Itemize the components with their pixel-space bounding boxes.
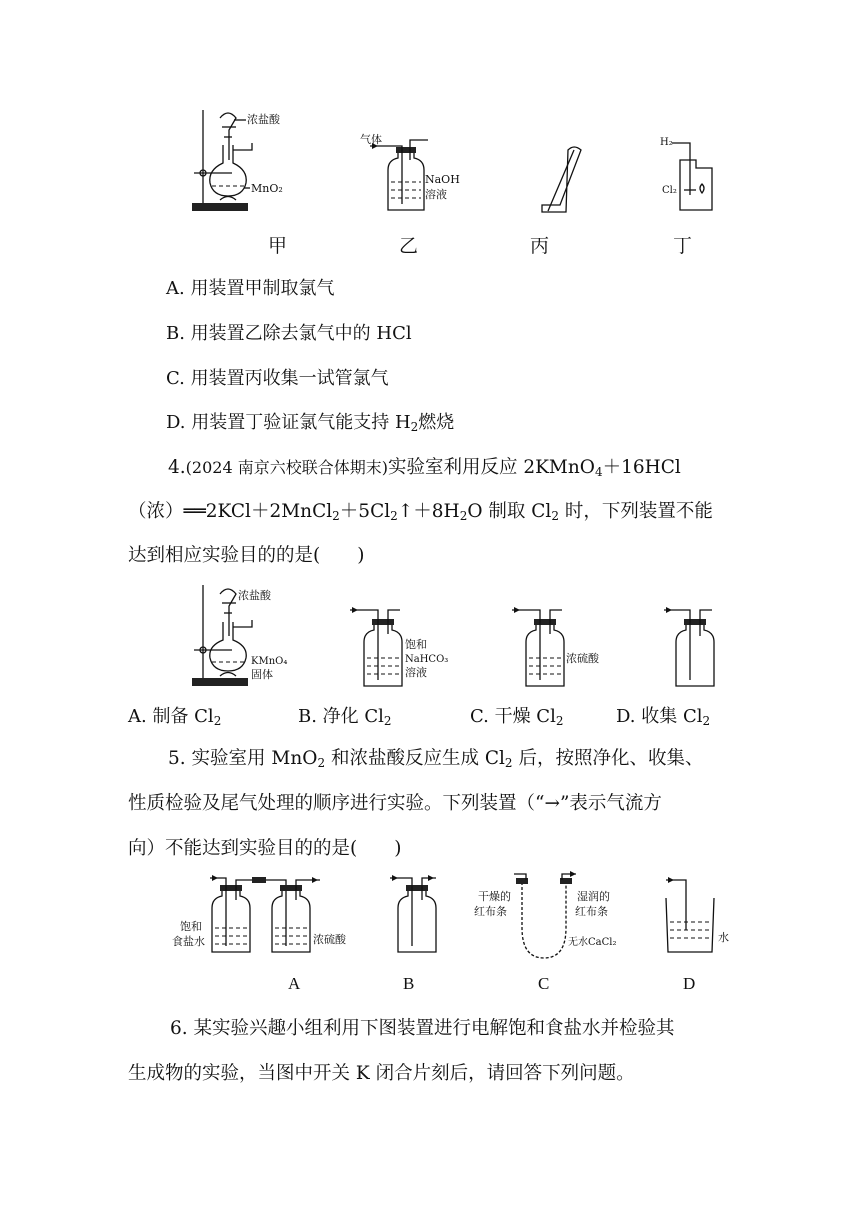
label-cl2: Cl₂ <box>662 185 677 196</box>
caption-bing: 丙 <box>530 235 550 257</box>
q4-option-b: B. 净化 $Cl_2$ <box>298 706 392 728</box>
q5-label-h2so4: 浓硫酸 <box>313 933 346 946</box>
q6-stem-line-1: 6. 某实验兴趣小组利用下图装置进行电解饱和食盐水并检验其 <box>170 1018 675 1039</box>
q5-label-red-cloth-2: 红布条 <box>575 905 608 918</box>
q3-option-b: B. 用装置乙除去氯气中的 HCl <box>166 323 412 344</box>
q5-label-dry: 干燥的 <box>478 890 511 903</box>
figure-apparatus-set-1 <box>0 0 860 260</box>
q5-label-red-cloth-1: 红布条 <box>474 905 507 918</box>
q5-apparatus-b <box>390 875 436 952</box>
q5-caption-b: B <box>403 974 415 993</box>
q4-label-solid: 固体 <box>251 668 273 681</box>
caption-ding: 丁 <box>673 235 693 257</box>
q4-label-solution: 溶液 <box>405 666 427 679</box>
figure-apparatus-set-q5 <box>0 868 860 968</box>
q5-caption-d: D <box>683 974 696 993</box>
q5-apparatus-a <box>210 875 320 952</box>
q3-option-a: A. 用装置甲制取氯气 <box>166 278 335 299</box>
q5-label-wet: 湿润的 <box>577 890 610 903</box>
q4-label-nahco3: NaHCO₃ <box>405 654 449 665</box>
q5-label-brine: 食盐水 <box>172 935 205 948</box>
q5-label-water: 水 <box>718 931 729 944</box>
q5-apparatus-c <box>514 871 576 958</box>
caption-jia: 甲 <box>268 235 288 257</box>
label-hcl-1: 浓盐酸 <box>247 113 280 126</box>
q3-option-d: D. 用装置丁验证氯气能支持 $H_2$燃烧 <box>166 412 455 434</box>
figure-apparatus-set-q4 <box>0 580 860 690</box>
label-naoh-solution: 溶液 <box>425 188 447 201</box>
q4-apparatus-b <box>350 607 402 686</box>
q4-stem-line-1: 4.(2024 南京六校联合体期末)实验室利用反应 2KMnO$_4$＋16HCl <box>168 457 681 479</box>
caption-yi: 乙 <box>399 235 419 257</box>
q4-label-hcl: 浓盐酸 <box>238 589 271 602</box>
q4-option-d: D. 收集 $Cl_2$ <box>616 706 711 728</box>
q5-caption-c: C <box>538 974 550 993</box>
q5-stem-line-1: 5. 实验室用 MnO$_2$ 和浓盐酸反应生成 $Cl_2$ 后，按照净化、收集、 <box>168 748 704 770</box>
apparatus-jia <box>192 110 252 211</box>
q4-stem-line-2: （浓）$══2KCl+2MnCl_2+5Cl_2↑+8H_2O$ 制取 $Cl_2$ 时，下列装置不能 <box>128 501 713 523</box>
q4-option-a: A. 制备 $Cl_2$ <box>128 706 222 728</box>
q4-label-kmno4: KMnO₄ <box>251 656 288 667</box>
q4-label-h2so4: 浓硫酸 <box>566 652 599 665</box>
q4-stem-line-3: 达到相应实验目的的是( ) <box>128 545 365 566</box>
q4-label-saturated: 饱和 <box>405 638 427 651</box>
q5-caption-a: A <box>288 974 301 993</box>
apparatus-yi <box>370 140 428 210</box>
q5-label-saturated: 饱和 <box>180 920 202 933</box>
q6-stem-line-2: 生成物的实验，当图中开关 K 闭合片刻后，请回答下列问题。 <box>128 1063 635 1084</box>
q4-apparatus-d <box>664 607 714 686</box>
q5-stem-line-2: 性质检验及尾气处理的顺序进行实验。下列装置（“→”表示气流方 <box>128 793 662 814</box>
label-mno2: MnO₂ <box>251 182 283 195</box>
q5-apparatus-d <box>666 877 714 952</box>
label-naoh: NaOH <box>425 173 460 186</box>
q5-stem-line-3: 向）不能达到实验目的的是( ) <box>128 838 402 859</box>
q4-apparatus-c <box>512 607 564 686</box>
apparatus-bing <box>542 147 581 212</box>
apparatus-ding <box>672 143 712 210</box>
q4-option-c: C. 干燥 $Cl_2$ <box>470 706 564 728</box>
q3-option-c: C. 用装置丙收集一试管氯气 <box>166 368 389 389</box>
label-gas: 气体 <box>360 133 382 146</box>
q5-label-cacl2: 无水CaCl₂ <box>568 937 617 948</box>
label-h2: H₂ <box>660 137 673 148</box>
